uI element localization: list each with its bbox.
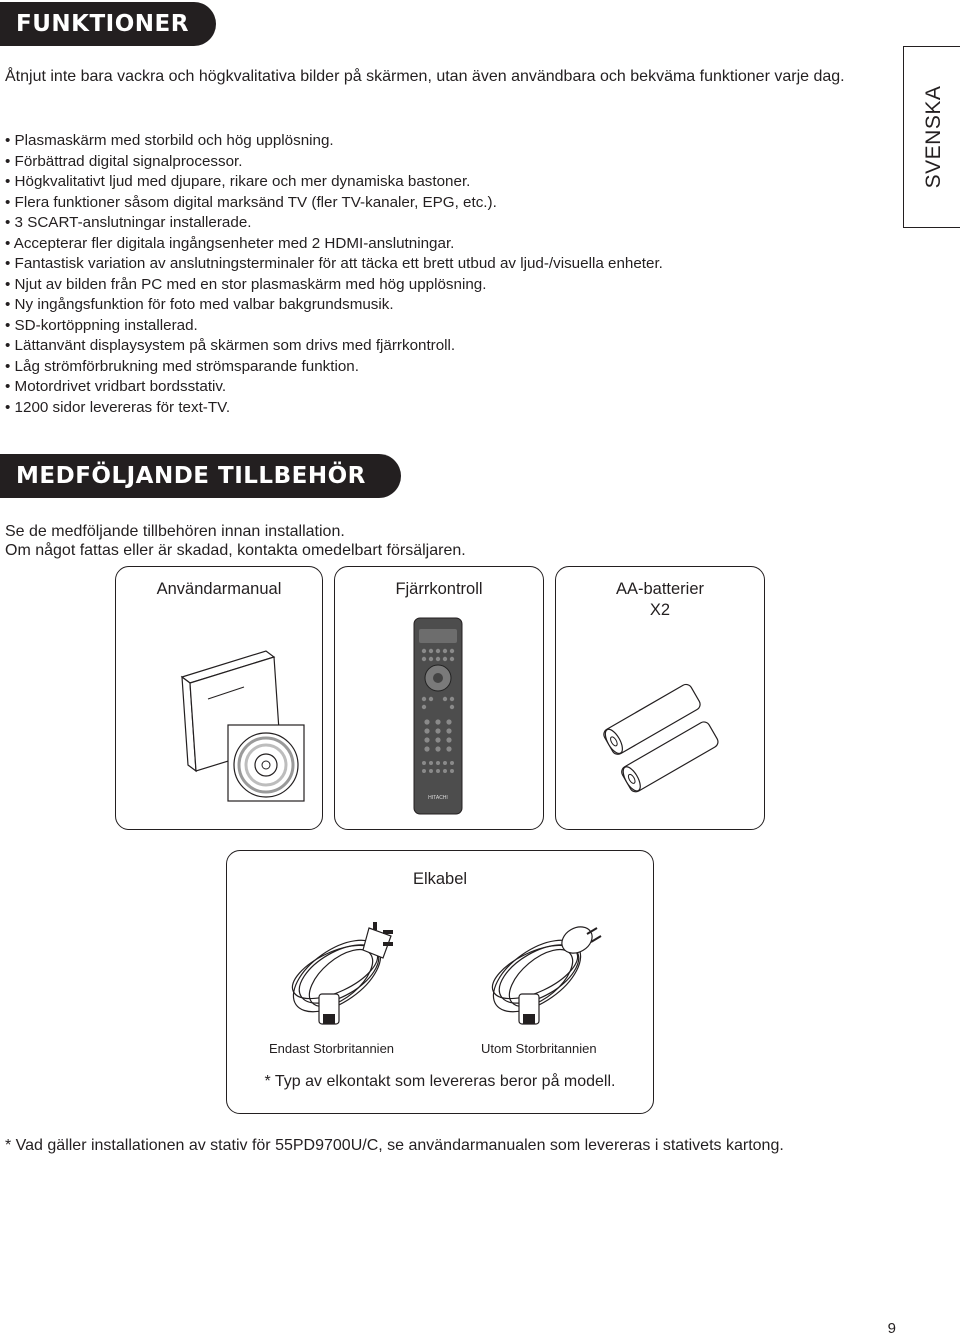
batteries-label-line1: AA-batterier <box>615 580 705 598</box>
cable-non-uk-caption: Utom Storbritannien <box>481 1041 597 1056</box>
list-item: • Njut av bilden från PC med en stor plasmaskärm med hög upplösning. <box>5 275 663 296</box>
features-intro: Åtnjut inte bara vackra och högkvalitativa bilder på skärmen, utan även användbara och bekväma funktioner varje dag. <box>5 68 845 85</box>
cable-uk-caption: Endast Storbritannien <box>269 1041 395 1056</box>
remote-brand-text: HITACHI <box>428 795 448 801</box>
language-tab-label: SVENSKA <box>921 85 945 189</box>
accessories-intro <box>5 522 466 560</box>
list-item: • Accepterar fler digitala ingångsenheter med 2 HDMI-anslutningar. <box>5 234 663 255</box>
list-item: • Ny ingångsfunktion för foto med valbar bakgrundsmusik. <box>5 295 663 316</box>
features-list <box>5 131 663 418</box>
list-item: • Förbättrad digital signalprocessor. <box>5 152 663 173</box>
list-item: • Lättanvänt displaysystem på skärmen som drivs med fjärrkontroll. <box>5 336 663 357</box>
list-item: • SD-kortöppning installerad. <box>5 316 663 337</box>
battery-icon <box>556 567 766 831</box>
power-cable-label: Elkabel <box>412 870 468 888</box>
manual-cd-icon <box>116 567 324 831</box>
remote-control-icon <box>335 567 545 831</box>
list-item: • Fantastisk variation av anslutningsterminaler för att täcka ett brett utbud av ljud-/visuella enheter. <box>5 254 663 275</box>
list-item: • Högkvalitativt ljud med djupare, rikare och mer dynamiska bastoner. <box>5 172 663 193</box>
section-title-features: FUNKTIONER <box>0 2 216 46</box>
list-item: • Plasmaskärm med storbild och hög upplösning. <box>5 131 663 152</box>
remote-label: Fjärrkontroll <box>395 580 483 598</box>
accessory-box-remote <box>334 566 544 830</box>
accessories-intro-line1: Se de medföljande tillbehören innan installation. <box>5 523 345 540</box>
accessory-box-batteries <box>555 566 765 830</box>
language-tab <box>903 46 960 228</box>
cable-note: * Typ av elkontakt som levereras beror på modell. <box>264 1073 616 1090</box>
accessory-box-manual <box>115 566 323 830</box>
manual-label: Användarmanual <box>156 580 282 598</box>
power-cable-uk-icon <box>279 906 419 1036</box>
list-item: • 1200 sidor levereras för text-TV. <box>5 398 663 419</box>
section-title-accessories: MEDFÖLJANDE TILLBEHÖR <box>0 454 401 498</box>
list-item: • 3 SCART-anslutningar installerade. <box>5 213 663 234</box>
batteries-qty: X2 <box>649 601 671 619</box>
stand-footnote: * Vad gäller installationen av stativ för 55PD9700U/C, se användarmanualen som levereras i stativets kartong. <box>5 1137 784 1154</box>
list-item: • Flera funktioner såsom digital marksänd TV (fler TV-kanaler, EPG, etc.). <box>5 193 663 214</box>
list-item: • Låg strömförbrukning med strömsparande funktion. <box>5 357 663 378</box>
page-number: 9 <box>887 1320 896 1337</box>
accessory-box-power-cable <box>226 850 654 1114</box>
list-item: • Motordrivet vridbart bordsstativ. <box>5 377 663 398</box>
accessories-intro-line2: Om något fattas eller är skadad, kontakta omedelbart försäljaren. <box>5 542 466 559</box>
power-cable-eu-icon <box>479 906 619 1036</box>
